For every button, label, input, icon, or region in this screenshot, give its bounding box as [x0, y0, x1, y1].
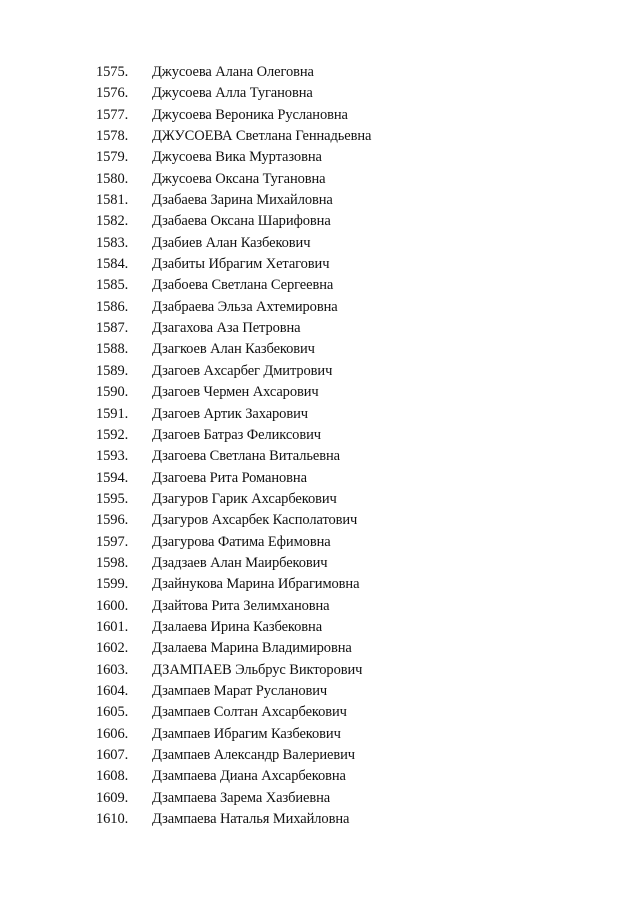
- entry-name: Дзайтова Рита Зелимхановна: [152, 597, 330, 614]
- entry-name: ДЖУСОЕВА Светлана Геннадьевна: [152, 128, 372, 145]
- entry-number: 1590.: [96, 384, 129, 401]
- entry-number: 1610.: [96, 811, 129, 828]
- entry-number: 1594.: [96, 469, 129, 486]
- list-item: [96, 126, 371, 147]
- list-item: [96, 724, 371, 745]
- list-item: [96, 510, 371, 531]
- entry-name: Дзагкоев Алан Казбекович: [152, 341, 315, 358]
- list-item: [96, 339, 371, 360]
- entry-name: Джусоева Вероника Руслановна: [152, 106, 348, 123]
- entry-number: 1580.: [96, 170, 129, 187]
- list-item: [96, 702, 371, 723]
- entry-name: Дзагоев Артик Захарович: [152, 405, 308, 422]
- entry-number: 1595.: [96, 490, 129, 507]
- entry-name: Дзабиев Алан Казбекович: [152, 234, 311, 251]
- entry-number: 1600.: [96, 597, 129, 614]
- entry-name: Джусоева Оксана Тугановна: [152, 170, 326, 187]
- entry-number: 1604.: [96, 682, 129, 699]
- entry-number: 1586.: [96, 298, 129, 315]
- entry-name: Джусоева Алла Тугановна: [152, 85, 313, 102]
- list-item: [96, 190, 371, 211]
- entry-number: 1583.: [96, 234, 129, 251]
- list-item: [96, 425, 371, 446]
- entry-name: Дзалаева Ирина Казбековна: [152, 618, 323, 635]
- list-item: [96, 553, 371, 574]
- entry-number: 1609.: [96, 789, 129, 806]
- entry-number: 1584.: [96, 256, 129, 273]
- entry-number: 1591.: [96, 405, 129, 422]
- entry-number: 1608.: [96, 768, 129, 785]
- entry-name: Дзагуров Ахсарбек Касполатович: [152, 512, 358, 529]
- entry-name: Дзагуров Гарик Ахсарбекович: [152, 490, 337, 507]
- entry-name: Дзабраева Эльза Ахтемировна: [152, 298, 338, 315]
- entry-name: Дзадзаев Алан Маирбекович: [152, 554, 328, 571]
- list-item: [96, 382, 371, 403]
- list-item: [96, 574, 371, 595]
- list-item: [96, 105, 371, 126]
- entry-number: 1603.: [96, 661, 129, 678]
- entry-name: Дзабиты Ибрагим Хетагович: [152, 256, 330, 273]
- entry-name: Дзампаев Солтан Ахсарбекович: [152, 704, 347, 721]
- entry-number: 1587.: [96, 320, 129, 337]
- entry-name: Дзабаева Зарина Михайловна: [152, 192, 333, 209]
- entry-name: Дзагоева Рита Романовна: [152, 469, 307, 486]
- list-item: [96, 681, 371, 702]
- list-item: [96, 318, 371, 339]
- entry-number: 1602.: [96, 640, 129, 657]
- entry-number: 1579.: [96, 149, 129, 166]
- entry-number: 1577.: [96, 106, 129, 123]
- entry-name: Дзабаева Оксана Шарифовна: [152, 213, 331, 230]
- entry-name: Дзагоев Чермен Ахсарович: [152, 384, 319, 401]
- entry-name: Дзагахова Аза Петровна: [152, 320, 301, 337]
- list-item: [96, 275, 371, 296]
- list-item: [96, 83, 371, 104]
- entry-number: 1593.: [96, 448, 129, 465]
- list-item: [96, 233, 371, 254]
- entry-name: Дзампаев Марат Русланович: [152, 682, 328, 699]
- entry-number: 1581.: [96, 192, 129, 209]
- list-item: [96, 147, 371, 168]
- list-item: [96, 169, 371, 190]
- list-item: [96, 638, 371, 659]
- entry-name: Дзампаева Наталья Михайловна: [152, 811, 350, 828]
- entry-number: 1597.: [96, 533, 129, 550]
- entry-name: Дзайнукова Марина Ибрагимовна: [152, 576, 360, 593]
- entry-number: 1598.: [96, 554, 129, 571]
- entry-number: 1607.: [96, 747, 129, 763]
- list-item: [96, 660, 371, 681]
- entry-name: Джусоева Алана Олеговна: [152, 64, 314, 80]
- entry-name: Дзампаев Ибрагим Казбекович: [152, 725, 341, 742]
- list-item: [96, 532, 371, 553]
- list-item: [96, 361, 371, 382]
- list-item: [96, 62, 371, 83]
- list-item: [96, 596, 371, 617]
- entry-number: 1592.: [96, 426, 129, 443]
- list-item: [96, 809, 371, 830]
- entry-number: 1606.: [96, 725, 129, 742]
- name-list: [96, 62, 371, 830]
- list-item: [96, 297, 371, 318]
- entry-name: ДЗАМПАЕВ Эльбрус Викторович: [152, 661, 363, 678]
- entry-name: Дзалаева Марина Владимировна: [152, 640, 352, 657]
- list-item: [96, 766, 371, 787]
- list-item: [96, 489, 371, 510]
- entry-number: 1605.: [96, 704, 129, 721]
- entry-number: 1582.: [96, 213, 129, 230]
- entry-name: Дзампаева Диана Ахсарбековна: [152, 768, 346, 785]
- entry-number: 1596.: [96, 512, 129, 529]
- entry-number: 1588.: [96, 341, 129, 358]
- entry-number: 1601.: [96, 618, 129, 635]
- entry-name: Дзагурова Фатима Ефимовна: [152, 533, 331, 550]
- entry-name: Дзампаев Александр Валериевич: [152, 747, 355, 763]
- entry-name: Дзагоев Батраз Феликсович: [152, 426, 321, 443]
- entry-number: 1576.: [96, 85, 129, 102]
- entry-number: 1578.: [96, 128, 129, 145]
- entry-name: Джусоева Вика Муртазовна: [152, 149, 322, 166]
- entry-name: Дзагоева Светлана Витальевна: [152, 448, 340, 465]
- list-item: [96, 211, 371, 232]
- list-item: [96, 468, 371, 489]
- list-item: [96, 788, 371, 809]
- list-item: [96, 617, 371, 638]
- entry-number: 1575.: [96, 64, 129, 80]
- entry-number: 1599.: [96, 576, 129, 593]
- entry-name: Дзагоев Ахсарбег Дмитрович: [152, 362, 333, 379]
- entry-number: 1589.: [96, 362, 129, 379]
- entry-name: Дзабоева Светлана Сергеевна: [152, 277, 334, 294]
- list-item: [96, 745, 371, 766]
- list-item: [96, 446, 371, 467]
- list-item: [96, 254, 371, 275]
- entry-name: Дзампаева Зарема Хазбиевна: [152, 789, 331, 806]
- entry-number: 1585.: [96, 277, 129, 294]
- list-item: [96, 404, 371, 425]
